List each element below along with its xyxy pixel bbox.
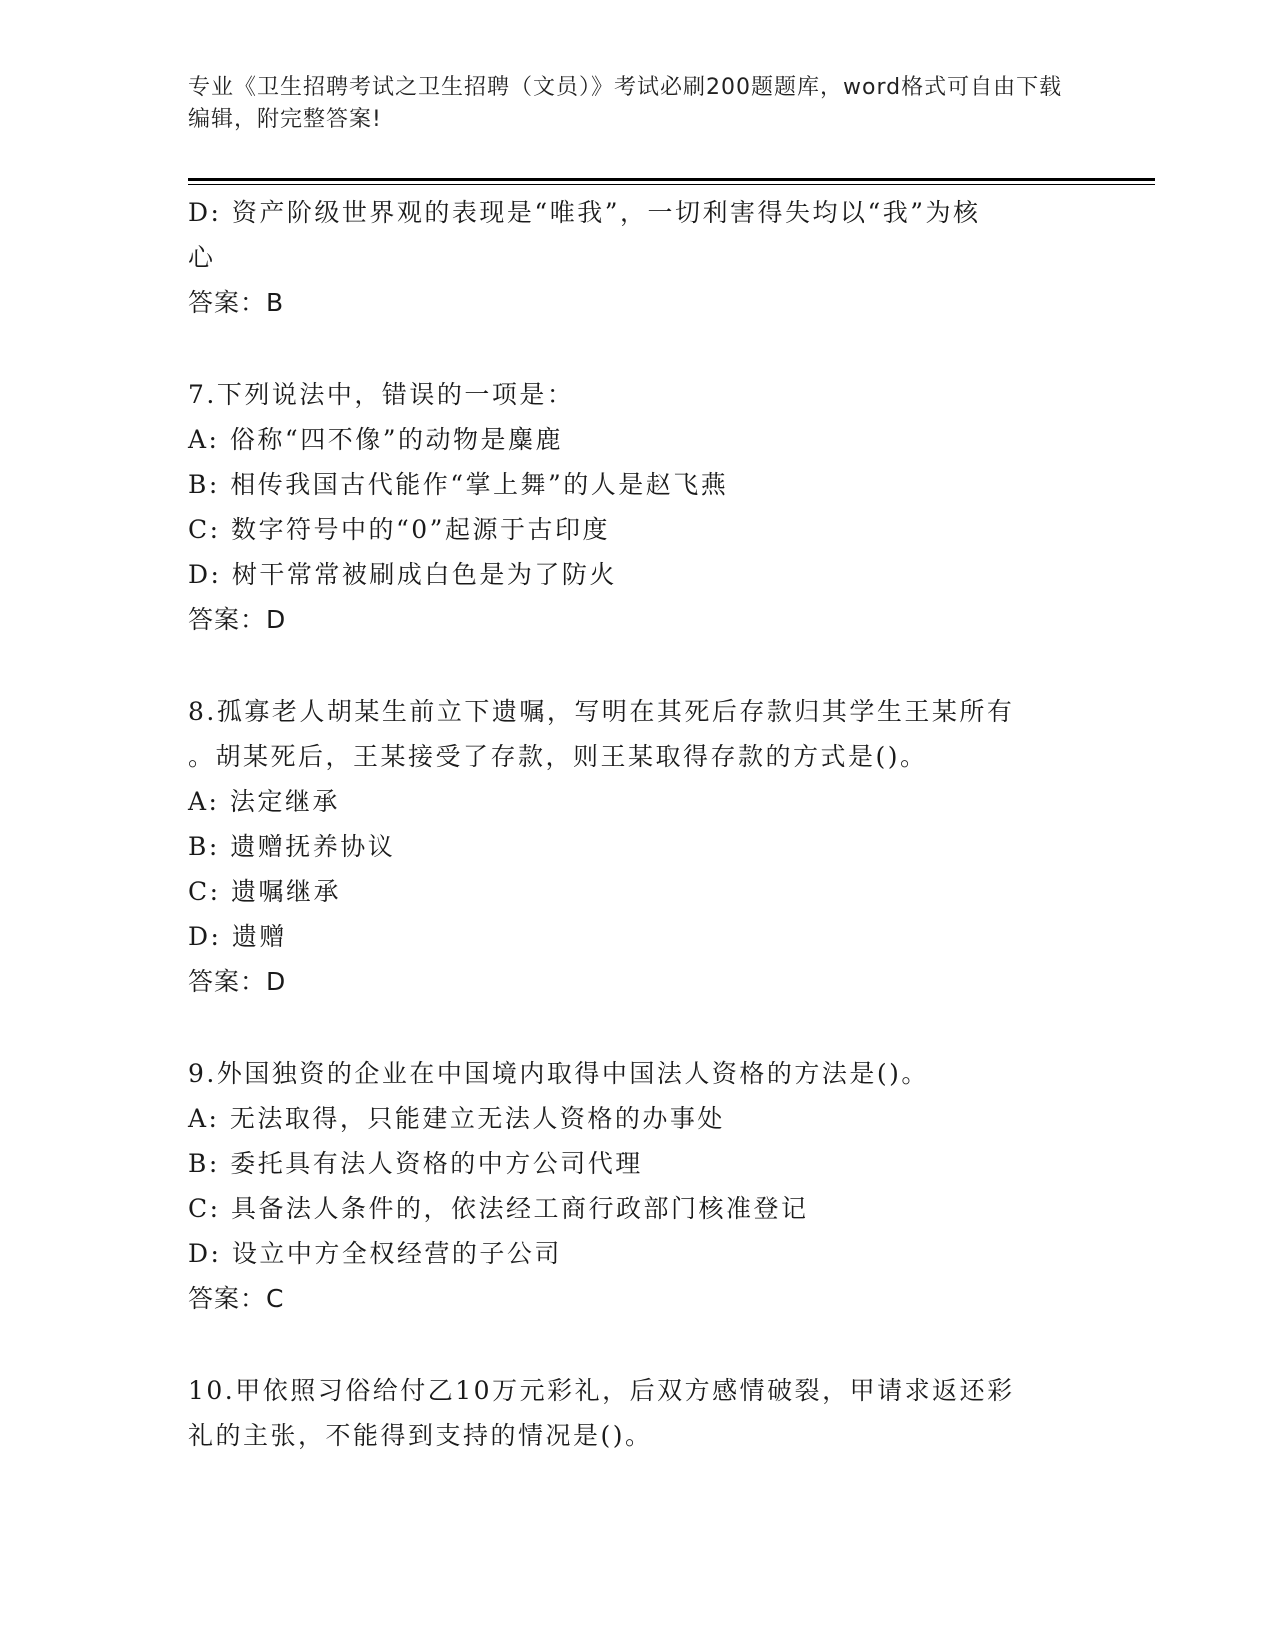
question-8 <box>188 689 1078 1004</box>
option-d: D: 设立中方全权经营的子公司 <box>188 1239 562 1268</box>
option-b: B: 遗赠抚养协议 <box>188 832 396 861</box>
question-stem-line1: 10.甲依照习俗给付乙10万元彩礼，后双方感情破裂，甲请求返还彩 <box>188 1376 1015 1405</box>
header-rule-thick <box>188 178 1155 181</box>
question-content <box>188 190 1078 1458</box>
option-a: A: 俗称“四不像”的动物是麋鹿 <box>188 425 563 454</box>
option-d: D: 树干常常被刷成白色是为了防火 <box>188 560 617 589</box>
option-c: C: 具备法人条件的，依法经工商行政部门核准登记 <box>188 1194 809 1223</box>
option-b: B: 委托具有法人资格的中方公司代理 <box>188 1149 643 1178</box>
question-9 <box>188 1051 1078 1321</box>
question-stem: 7.下列说法中，错误的一项是： <box>188 380 575 409</box>
option-a: A: 法定继承 <box>188 787 340 816</box>
question-stem-line1: 8.孤寡老人胡某生前立下遗嘱，写明在其死后存款归其学生王某所有 <box>188 697 1015 726</box>
question-stem-line2: 礼的主张，不能得到支持的情况是()。 <box>188 1421 653 1450</box>
document-header <box>188 72 1068 136</box>
option-c: C: 遗嘱继承 <box>188 877 341 906</box>
question-10 <box>188 1368 1078 1458</box>
question-7 <box>188 372 1078 642</box>
option-a: A: 无法取得，只能建立无法人资格的办事处 <box>188 1104 725 1133</box>
option-d-line1: D: 资产阶级世界观的表现是“唯我”，一切利害得失均以“我”为核 <box>188 198 981 227</box>
header-rule-thin <box>188 184 1155 185</box>
header-title: 专业《卫生招聘考试之卫生招聘（文员）》考试必刷200题题库，word格式可自由下载编辑，附完整答案! <box>188 75 1063 132</box>
answer-line: 答案：D <box>188 605 287 634</box>
answer-line: 答案：C <box>188 1284 285 1313</box>
continued-question <box>188 190 1078 325</box>
option-d-line2: 心 <box>188 243 216 272</box>
question-stem-line2: 。胡某死后，王某接受了存款，则王某取得存款的方式是()。 <box>188 742 928 771</box>
option-d: D: 遗赠 <box>188 922 287 951</box>
option-b: B: 相传我国古代能作“掌上舞”的人是赵飞燕 <box>188 470 729 499</box>
option-c: C: 数字符号中的“0”起源于古印度 <box>188 515 610 544</box>
answer-line: 答案：D <box>188 967 287 996</box>
answer-line: 答案：B <box>188 288 285 317</box>
question-stem: 9.外国独资的企业在中国境内取得中国法人资格的方法是()。 <box>188 1059 929 1088</box>
